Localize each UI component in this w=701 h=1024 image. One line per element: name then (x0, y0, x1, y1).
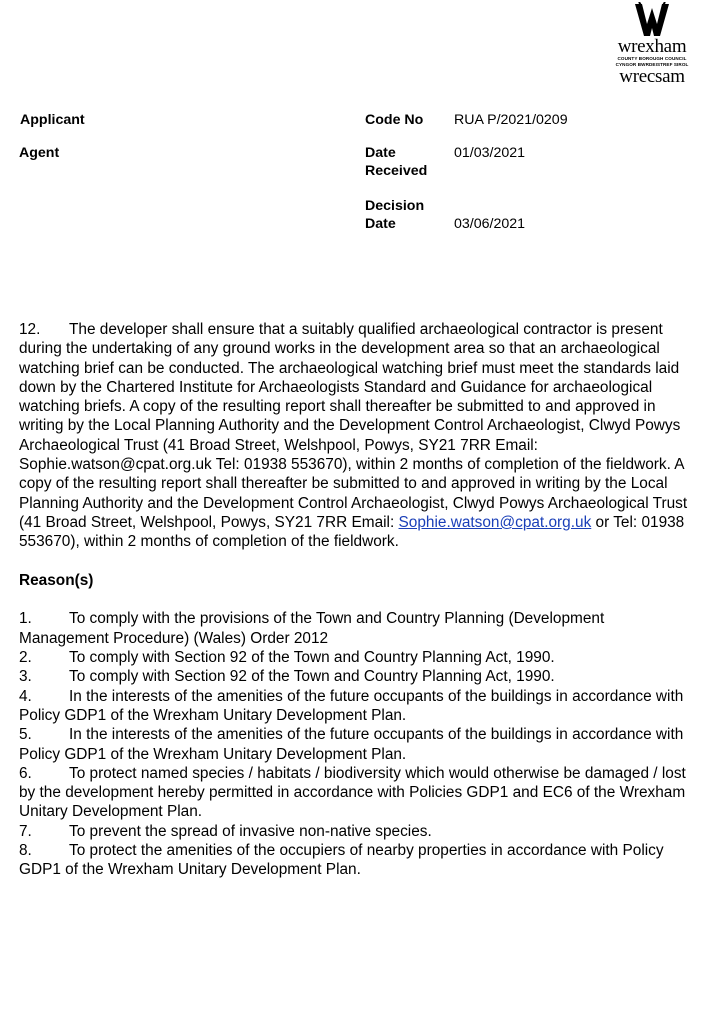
list-item: 8. To protect the amenities of the occupiers of nearby properties in accordance with Policy GDP1 of the Wrexham Unitary Development Plan. (19, 842, 664, 879)
condition-text-after-link: or Tel: 01938 553670), within 2 months of completion of the fieldwork. (19, 513, 685, 551)
decision-date-label: Decision Date (365, 198, 425, 232)
list-item: 5. In the interests of the amenities of the future occupants of the buildings in accordance with Policy GDP1 of the Wrexham Unitary Development Plan. (19, 726, 684, 763)
list-item: 2. To comply with Section 92 of the Town and Country Planning Act, 1990. (19, 649, 555, 667)
logo-line-wrexham: wrexham (617, 36, 687, 57)
logo-line-wrecsam: wrecsam (619, 66, 685, 87)
email-link[interactable]: Sophie.watson@cpat.org.uk (398, 513, 592, 531)
dragon-emblem-icon (633, 2, 671, 38)
applicant-label: Applicant (20, 112, 85, 128)
reasons-list (19, 609, 691, 879)
document-body (19, 320, 691, 880)
code-no-value: RUA P/2021/0209 (454, 112, 568, 128)
code-no-label: Code No (365, 112, 424, 128)
reasons-heading: Reason(s) (19, 571, 94, 589)
decision-date-value: 03/06/2021 (454, 216, 526, 232)
date-received-value: 01/03/2021 (454, 145, 526, 161)
date-received-label: Date Received (365, 145, 428, 179)
list-item: 4. In the interests of the amenities of the future occupants of the buildings in accordance with Policy GDP1 of the Wrexham Unitary Development Plan. (19, 687, 684, 724)
list-item: 1. To comply with the provisions of the Town and Country Planning (Development Management Procedure) (Wales) Order 2012 (19, 610, 605, 647)
list-item: 7. To prevent the spread of invasive non-native species. (19, 822, 432, 840)
condition-text: The developer shall ensure that a suitably qualified archaeological contractor is present during the undertaking of any ground works in the development area so that an archaeological watching brief can be conducted. The archaeological watching brief must meet the standards laid down by the Chartered Institute for Archaeologists Standard and Guidance for archaeological watching briefs. A copy of the resulting report shall thereafter be submitted to and approved in writing by the Local Planning Authority and the Development Control Archaeologist, Clwyd Powys Archaeological Trust (41 Broad Street, Welshpool, Powys, SY21 7RR Email: Sophie.watson@cpat.org.uk Tel: 01938 553670), within 2 months of completion of the fieldwork. A copy of the resulting report shall thereafter be submitted to and approved in writing by the Local Planning Authority and the Development Control Archaeologist, Clwyd Powys Archaeological Trust (41 Broad Street, Welshpool, Powys, SY21 7RR Email: (19, 321, 688, 531)
list-item: 3. To comply with Section 92 of the Town and Country Planning Act, 1990. (19, 668, 555, 686)
agent-label: Agent (19, 145, 60, 161)
condition-number: 12. (19, 321, 41, 338)
council-logo (612, 2, 692, 94)
list-item: 6. To protect named species / habitats / biodiversity which would otherwise be damaged / lost by the development hereby permitted in accordance with Policies GDP1 and EC6 of the Wrexham Unitary Development Plan. (19, 764, 686, 821)
logo-line-county: COUNTY BOROUGH COUNCIL (617, 56, 687, 61)
condition-12 (19, 320, 691, 552)
logo-line-cyngor: CYNGOR BWRDEISTREF SIROL (615, 62, 689, 67)
